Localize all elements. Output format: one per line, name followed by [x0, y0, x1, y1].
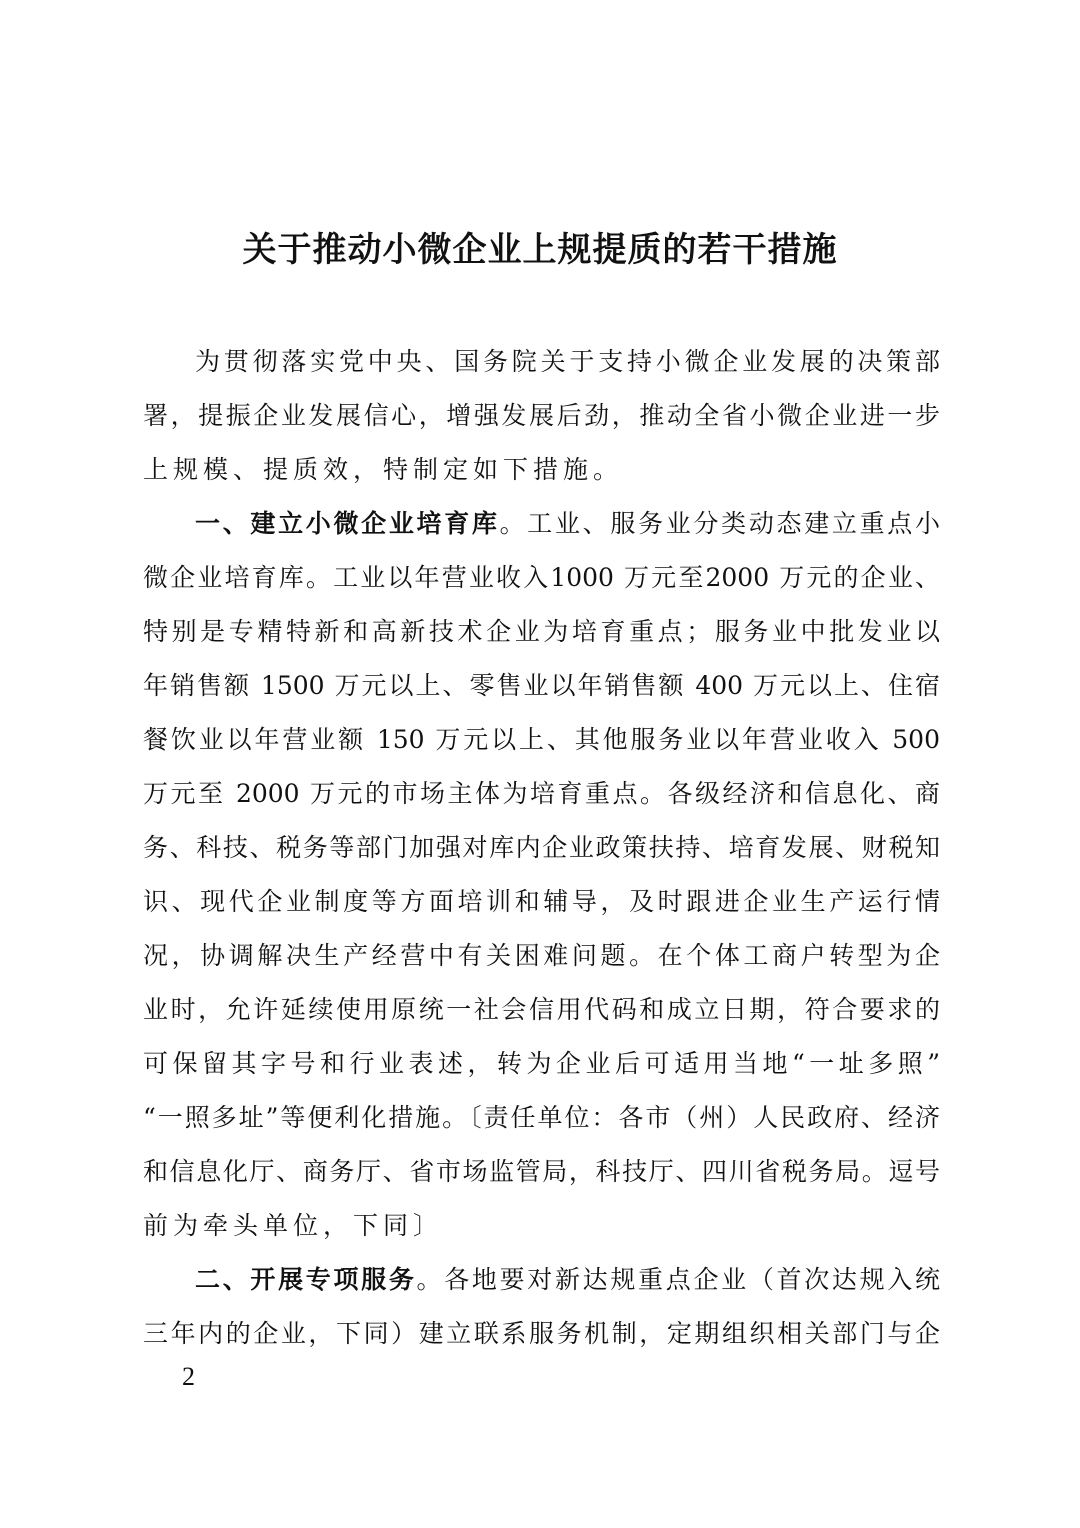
document-title: 关于推动小微企业上规提质的若干措施 [242, 230, 838, 270]
line-text: 识、现代企业制度等方面培训和辅导，及时跟进企业生产运行情 [143, 887, 940, 916]
line-text: 特别是专精特新和高新技术企业为培育重点；服务业中批发业以 [143, 617, 940, 646]
line-text: 务、科技、税务等部门加强对库内企业政策扶持、培育发展、财税知 [143, 833, 940, 862]
line-text: 微企业培育库。工业以年营业收入1000 万元至2000 万元的企业、 [143, 563, 940, 592]
line-text: 况，协调解决生产经营中有关困难问题。在个体工商户转型为企 [143, 941, 940, 970]
line-text: 为贯彻落实党中央、国务院关于支持小微企业发展的决策部 [195, 347, 940, 376]
line-text: 三年内的企业，下同）建立联系服务机制，定期组织相关部门与企 [143, 1319, 940, 1348]
line-text: 可保留其字号和行业表述，转为企业后可适用当地“一址多照” [143, 1049, 940, 1078]
line-text: “一照多址”等便利化措施。〔责任单位：各市（州）人民政府、经济 [143, 1103, 940, 1132]
line-text: 前为牵头单位，下同〕 [143, 1211, 444, 1240]
section-heading: 一、建立小微企业培育库 [195, 509, 500, 538]
text-line [143, 880, 940, 934]
text-line [143, 502, 940, 556]
line-text: 和信息化厅、商务厅、省市场监管局，科技厅、四川省税务局。逗号 [143, 1157, 940, 1186]
line-text: 业时，允许延续使用原统一社会信用代码和成立日期，符合要求的 [143, 995, 940, 1024]
line-text: 上规模、提质效，特制定如下措施。 [143, 455, 624, 484]
text-line [143, 1204, 940, 1258]
line-text: 年销售额 1500 万元以上、零售业以年销售额 400 万元以上、住宿 [143, 671, 940, 700]
text-line [143, 826, 940, 880]
line-text: 署，提振企业发展信心，增强发展后劲，推动全省小微企业进一步 [143, 401, 940, 430]
text-line [143, 556, 940, 610]
text-line [143, 1258, 940, 1312]
line-text: 。各地要对新达规重点企业（首次达规入统 [416, 1265, 940, 1294]
document-body [143, 340, 940, 1366]
text-line [143, 610, 940, 664]
line-text: 。工业、服务业分类动态建立重点小 [499, 509, 940, 538]
page-number: 2 [182, 1362, 195, 1391]
text-line [143, 448, 940, 502]
text-line [143, 772, 940, 826]
paragraph [143, 1258, 940, 1366]
text-line [143, 934, 940, 988]
text-line [143, 394, 940, 448]
text-line [143, 1312, 940, 1366]
text-line [143, 340, 940, 394]
paragraph [143, 502, 940, 1258]
line-text: 餐饮业以年营业额 150 万元以上、其他服务业以年营业收入 500 [143, 725, 940, 754]
text-line [143, 718, 940, 772]
line-text: 万元至 2000 万元的市场主体为培育重点。各级经济和信息化、商 [143, 779, 940, 808]
text-line [143, 664, 940, 718]
paragraph [143, 340, 940, 502]
text-line [143, 1150, 940, 1204]
text-line [143, 1042, 940, 1096]
text-line [143, 988, 940, 1042]
text-line [143, 1096, 940, 1150]
section-heading: 二、开展专项服务 [195, 1265, 417, 1294]
